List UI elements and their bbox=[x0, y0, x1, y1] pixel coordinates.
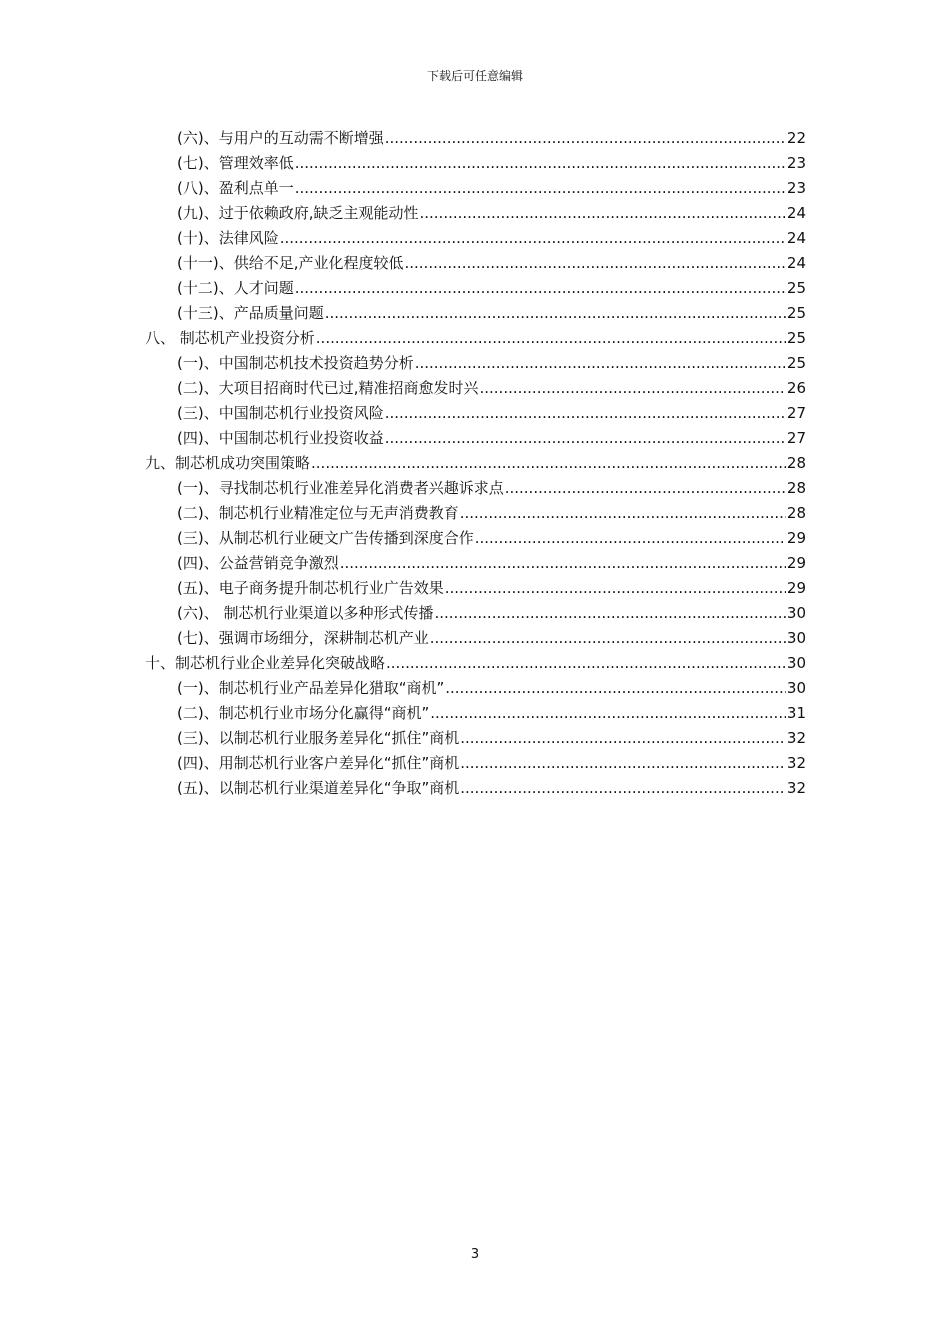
toc-entry-title: (三)、从制芯机行业硬文广告传播到深度合作 bbox=[177, 529, 474, 547]
toc-entry-page: 28 bbox=[786, 504, 806, 522]
toc-entry-page: 28 bbox=[786, 454, 806, 472]
toc-entry-page: 27 bbox=[786, 404, 806, 422]
toc-entry-title: (二)、制芯机行业市场分化赢得“商机” bbox=[177, 704, 430, 722]
toc-entry[interactable] bbox=[177, 726, 806, 751]
toc-entry-title: 八、 制芯机产业投资分析 bbox=[145, 329, 315, 347]
toc-entry[interactable] bbox=[177, 576, 806, 601]
toc-entry-page: 23 bbox=[786, 179, 806, 197]
toc-leader-dots bbox=[295, 176, 786, 200]
toc-leader-dots bbox=[445, 676, 786, 700]
toc-entry-page: 26 bbox=[786, 379, 806, 397]
toc-entry-page: 30 bbox=[786, 679, 806, 697]
toc-entry-page: 25 bbox=[786, 354, 806, 372]
toc-entry-page: 29 bbox=[786, 529, 806, 547]
toc-leader-dots bbox=[295, 151, 786, 175]
toc-leader-dots bbox=[460, 501, 786, 525]
toc-entry[interactable] bbox=[177, 401, 806, 426]
toc-entry-title: (二)、大项目招商时代已过,精准招商愈发时兴 bbox=[177, 379, 479, 397]
toc-entry[interactable] bbox=[177, 501, 806, 526]
toc-leader-dots bbox=[325, 301, 786, 325]
toc-entry[interactable] bbox=[177, 201, 806, 226]
toc-entry-page: 28 bbox=[786, 479, 806, 497]
toc-entry-title: (七)、管理效率低 bbox=[177, 154, 294, 172]
toc-entry[interactable] bbox=[177, 276, 806, 301]
toc-entry[interactable] bbox=[177, 151, 806, 176]
toc-entry-page: 32 bbox=[786, 729, 806, 747]
toc-entry-title: (三)、中国制芯机行业投资风险 bbox=[177, 404, 384, 422]
toc-entry-title: (十二)、人才问题 bbox=[177, 279, 294, 297]
toc-entry-title: 九、制芯机成功突围策略 bbox=[145, 454, 311, 472]
toc-leader-dots bbox=[385, 426, 786, 450]
toc-leader-dots bbox=[316, 326, 786, 350]
toc-entry-page: 25 bbox=[786, 329, 806, 347]
toc-entry-page: 24 bbox=[786, 254, 806, 272]
toc-entry-page: 32 bbox=[786, 754, 806, 772]
toc-leader-dots bbox=[419, 201, 785, 225]
toc-leader-dots bbox=[340, 551, 786, 575]
toc-entry-title: (六)、与用户的互动需不断增强 bbox=[177, 129, 384, 147]
toc-entry[interactable] bbox=[177, 226, 806, 251]
toc-leader-dots bbox=[430, 626, 786, 650]
toc-entry-title: (八)、盈利点单一 bbox=[177, 179, 294, 197]
toc-entry[interactable] bbox=[177, 126, 806, 151]
toc-leader-dots bbox=[445, 576, 786, 600]
toc-entry-title: (一)、寻找制芯机行业准差异化消费者兴趣诉求点 bbox=[177, 479, 504, 497]
toc-entry-title: (七)、强调市场细分，深耕制芯机产业 bbox=[177, 629, 429, 647]
toc-leader-dots bbox=[460, 751, 786, 775]
toc-entry-page: 27 bbox=[786, 429, 806, 447]
toc-leader-dots bbox=[505, 476, 786, 500]
toc-entry-title: (六)、 制芯机行业渠道以多种形式传播 bbox=[177, 604, 434, 622]
toc-entry-page: 30 bbox=[786, 654, 806, 672]
toc-entry-page: 24 bbox=[786, 204, 806, 222]
toc-entry-title: (五)、电子商务提升制芯机行业广告效果 bbox=[177, 579, 444, 597]
toc-entry[interactable] bbox=[177, 426, 806, 451]
toc-leader-dots bbox=[295, 276, 786, 300]
toc-chapter-entry[interactable] bbox=[145, 651, 806, 676]
toc-leader-dots bbox=[311, 451, 786, 475]
toc-entry[interactable] bbox=[177, 376, 806, 401]
toc-entry-title: (十一)、供给不足,产业化程度较低 bbox=[177, 254, 404, 272]
toc-entry[interactable] bbox=[177, 751, 806, 776]
toc-entry-title: (十三)、产品质量问题 bbox=[177, 304, 324, 322]
toc-entry-title: (九)、过于依赖政府,缺乏主观能动性 bbox=[177, 204, 419, 222]
toc-entry-page: 23 bbox=[786, 154, 806, 172]
toc-entry-title: (一)、制芯机行业产品差异化猎取“商机” bbox=[177, 679, 445, 697]
toc-entry[interactable] bbox=[177, 626, 806, 651]
toc-entry[interactable] bbox=[177, 551, 806, 576]
toc-leader-dots bbox=[280, 226, 786, 250]
toc-entry-title: (四)、公益营销竞争激烈 bbox=[177, 554, 339, 572]
page-header: 下载后可任意编辑 bbox=[426, 69, 523, 83]
toc-entry-page: 30 bbox=[786, 604, 806, 622]
toc-entry[interactable] bbox=[177, 251, 806, 276]
page-number: 3 bbox=[470, 1247, 480, 1262]
toc-entry-page: 29 bbox=[786, 579, 806, 597]
toc-chapter-entry[interactable] bbox=[145, 326, 806, 351]
toc-entry-title: (一)、中国制芯机技术投资趋势分析 bbox=[177, 354, 414, 372]
toc-leader-dots bbox=[404, 251, 785, 275]
toc-leader-dots bbox=[460, 776, 786, 800]
toc-entry-page: 31 bbox=[786, 704, 806, 722]
toc-entry-page: 24 bbox=[786, 229, 806, 247]
toc-leader-dots bbox=[385, 401, 786, 425]
toc-entry-page: 25 bbox=[786, 279, 806, 297]
toc-entry[interactable] bbox=[177, 176, 806, 201]
toc-entry[interactable] bbox=[177, 476, 806, 501]
toc-entry-title: (五)、以制芯机行业渠道差异化“争取”商机 bbox=[177, 779, 460, 797]
toc-entry-title: (四)、中国制芯机行业投资收益 bbox=[177, 429, 384, 447]
toc-entry[interactable] bbox=[177, 776, 806, 801]
toc-entry-title: (三)、以制芯机行业服务差异化“抓住”商机 bbox=[177, 729, 460, 747]
toc-leader-dots bbox=[385, 126, 786, 150]
toc-entry-page: 29 bbox=[786, 554, 806, 572]
toc-entry-title: (四)、用制芯机行业客户差异化“抓住”商机 bbox=[177, 754, 460, 772]
toc-leader-dots bbox=[434, 601, 785, 625]
toc-entry-page: 22 bbox=[786, 129, 806, 147]
toc-entry-page: 30 bbox=[786, 629, 806, 647]
toc-leader-dots bbox=[415, 351, 786, 375]
toc-entry[interactable] bbox=[177, 301, 806, 326]
toc-leader-dots bbox=[460, 726, 786, 750]
toc-entry[interactable] bbox=[177, 676, 806, 701]
toc-entry-page: 32 bbox=[786, 779, 806, 797]
toc-entry[interactable] bbox=[177, 601, 806, 626]
toc-entry[interactable] bbox=[177, 701, 806, 726]
toc-entry-title: (十)、法律风险 bbox=[177, 229, 279, 247]
toc-entry[interactable] bbox=[177, 351, 806, 376]
toc-entry[interactable] bbox=[177, 526, 806, 551]
toc-entry-title: (二)、制芯机行业精准定位与无声消费教育 bbox=[177, 504, 459, 522]
toc-leader-dots bbox=[386, 651, 786, 675]
toc-leader-dots bbox=[430, 701, 786, 725]
toc-entry-title: 十、制芯机行业企业差异化突破战略 bbox=[145, 654, 386, 672]
toc-chapter-entry[interactable] bbox=[145, 451, 806, 476]
toc-leader-dots bbox=[479, 376, 785, 400]
toc-entry-page: 25 bbox=[786, 304, 806, 322]
toc-leader-dots bbox=[475, 526, 786, 550]
